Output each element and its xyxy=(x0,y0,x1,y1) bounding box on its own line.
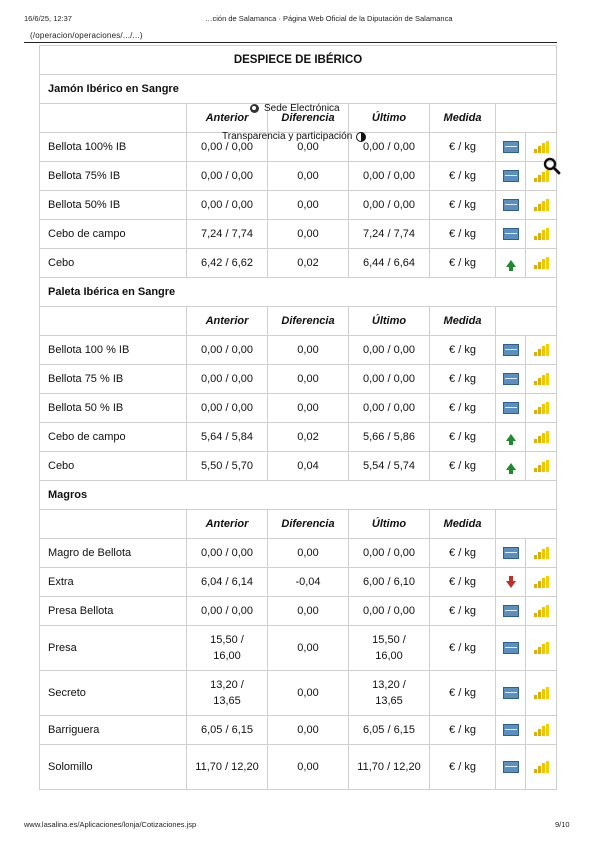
chart-bars-icon[interactable] xyxy=(534,576,549,588)
price-anterior: 0,00 / 0,00 xyxy=(187,539,268,568)
chart-bars-icon[interactable] xyxy=(534,257,549,269)
column-header-ultimo: Último xyxy=(349,510,430,539)
price-anterior: 6,05 / 6,15 xyxy=(187,716,268,745)
chart-bars-icon[interactable] xyxy=(534,431,549,443)
column-header-row xyxy=(40,307,557,336)
price-anterior: 5,64 / 5,84 xyxy=(187,423,268,452)
price-medida: € / kg xyxy=(430,220,496,249)
price-anterior: 13,20 / 13,65 xyxy=(187,671,268,716)
trend-cell xyxy=(496,452,526,481)
table-row xyxy=(40,539,557,568)
price-diferencia: 0,00 xyxy=(268,162,349,191)
trend-cell xyxy=(496,365,526,394)
price-anterior: 0,00 / 0,00 xyxy=(187,394,268,423)
price-diferencia: 0,00 xyxy=(268,191,349,220)
chart-bars-icon[interactable] xyxy=(534,402,549,414)
transparencia-label: Transparencia y participación xyxy=(222,131,353,142)
price-anterior: 7,24 / 7,74 xyxy=(187,220,268,249)
price-medida: € / kg xyxy=(430,336,496,365)
column-header-ultimo: Último xyxy=(349,307,430,336)
history-chart-cell[interactable] xyxy=(526,671,557,716)
trend-cell xyxy=(496,220,526,249)
price-ultimo: 15,50 / 16,00 xyxy=(349,626,430,671)
price-diferencia: -0,04 xyxy=(268,568,349,597)
product-name: Cebo xyxy=(40,249,187,278)
table-row xyxy=(40,745,557,790)
column-header-ultimo: Último xyxy=(349,104,430,133)
contrast-icon[interactable] xyxy=(356,132,366,142)
print-page-number: 9/10 xyxy=(555,820,570,829)
price-ultimo: 5,66 / 5,86 xyxy=(349,423,430,452)
price-ultimo: 5,54 / 5,74 xyxy=(349,452,430,481)
price-medida: € / kg xyxy=(430,671,496,716)
price-anterior: 0,00 / 0,00 xyxy=(187,133,268,162)
table-row xyxy=(40,626,557,671)
history-chart-cell[interactable] xyxy=(526,191,557,220)
price-ultimo: 0,00 / 0,00 xyxy=(349,133,430,162)
equal-trend-icon xyxy=(503,402,519,414)
price-diferencia: 0,02 xyxy=(268,423,349,452)
trend-cell xyxy=(496,597,526,626)
table-row xyxy=(40,336,557,365)
section-header: Paleta Ibérica en Sangre xyxy=(40,278,557,307)
price-diferencia: 0,00 xyxy=(268,394,349,423)
equal-trend-icon xyxy=(503,761,519,773)
table-row xyxy=(40,365,557,394)
trend-cell xyxy=(496,745,526,790)
price-anterior: 0,00 / 0,00 xyxy=(187,336,268,365)
trend-cell xyxy=(496,626,526,671)
table-row xyxy=(40,671,557,716)
equal-trend-icon xyxy=(503,547,519,559)
column-header-empty xyxy=(40,104,187,133)
price-diferencia: 0,00 xyxy=(268,716,349,745)
section-header: Jamón Ibérico en Sangre xyxy=(40,75,557,104)
trend-cell xyxy=(496,249,526,278)
equal-trend-icon xyxy=(503,170,519,182)
price-ultimo: 13,20 / 13,65 xyxy=(349,671,430,716)
column-header-row xyxy=(40,510,557,539)
price-medida: € / kg xyxy=(430,394,496,423)
table-row xyxy=(40,249,557,278)
trend-cell xyxy=(496,336,526,365)
trend-cell xyxy=(496,133,526,162)
product-name: Bellota 75 % IB xyxy=(40,365,187,394)
trend-cell xyxy=(496,191,526,220)
product-name: Presa xyxy=(40,626,187,671)
prices-table xyxy=(39,45,557,790)
sede-electronica-link[interactable] xyxy=(250,103,340,114)
price-diferencia: 0,00 xyxy=(268,336,349,365)
price-anterior: 5,50 / 5,70 xyxy=(187,452,268,481)
header-divider xyxy=(24,42,557,43)
product-name: Barriguera xyxy=(40,716,187,745)
product-name: Bellota 50% IB xyxy=(40,191,187,220)
history-chart-cell[interactable] xyxy=(526,336,557,365)
print-datetime: 16/6/25, 12:37 xyxy=(24,14,72,23)
price-medida: € / kg xyxy=(430,452,496,481)
transparencia-link[interactable] xyxy=(222,131,366,142)
table-title: DESPIECE DE IBÉRICO xyxy=(40,46,557,75)
column-header-empty xyxy=(40,510,187,539)
price-ultimo: 0,00 / 0,00 xyxy=(349,162,430,191)
price-ultimo: 0,00 / 0,00 xyxy=(349,394,430,423)
history-chart-cell[interactable] xyxy=(526,745,557,790)
table-row xyxy=(40,191,557,220)
history-chart-cell[interactable] xyxy=(526,220,557,249)
search-button[interactable] xyxy=(543,157,561,175)
table-row xyxy=(40,452,557,481)
price-ultimo: 0,00 / 0,00 xyxy=(349,191,430,220)
table-row xyxy=(40,716,557,745)
equal-trend-icon xyxy=(503,724,519,736)
arrow-up-icon xyxy=(506,260,516,267)
equal-trend-icon xyxy=(503,344,519,356)
column-header-diferencia: Diferencia xyxy=(268,510,349,539)
chart-bars-icon[interactable] xyxy=(534,344,549,356)
chart-bars-icon[interactable] xyxy=(534,642,549,654)
price-diferencia: 0,00 xyxy=(268,626,349,671)
history-chart-cell[interactable] xyxy=(526,716,557,745)
section-header: Magros xyxy=(40,481,557,510)
history-chart-cell[interactable] xyxy=(526,539,557,568)
column-header-empty xyxy=(40,307,187,336)
equal-trend-icon xyxy=(503,141,519,153)
price-diferencia: 0,02 xyxy=(268,249,349,278)
price-ultimo: 7,24 / 7,74 xyxy=(349,220,430,249)
price-medida: € / kg xyxy=(430,597,496,626)
column-header-icons xyxy=(496,510,557,539)
price-medida: € / kg xyxy=(430,745,496,790)
product-name: Bellota 50 % IB xyxy=(40,394,187,423)
column-header-anterior: Anterior xyxy=(187,307,268,336)
arrow-up-icon xyxy=(506,434,516,441)
price-medida: € / kg xyxy=(430,162,496,191)
price-diferencia: 0,00 xyxy=(268,133,349,162)
price-medida: € / kg xyxy=(430,249,496,278)
arrow-down-icon xyxy=(506,581,516,588)
price-diferencia: 0,00 xyxy=(268,671,349,716)
table-row xyxy=(40,597,557,626)
price-ultimo: 6,00 / 6,10 xyxy=(349,568,430,597)
price-medida: € / kg xyxy=(430,423,496,452)
price-medida: € / kg xyxy=(430,716,496,745)
price-medida: € / kg xyxy=(430,133,496,162)
trend-cell xyxy=(496,539,526,568)
trend-cell xyxy=(496,394,526,423)
trend-cell xyxy=(496,671,526,716)
table-row xyxy=(40,423,557,452)
chart-bars-icon[interactable] xyxy=(534,724,549,736)
product-name: Bellota 100% IB xyxy=(40,133,187,162)
column-header-medida: Medida xyxy=(430,510,496,539)
chart-bars-icon[interactable] xyxy=(534,199,549,211)
equal-trend-icon xyxy=(503,199,519,211)
product-name: Bellota 100 % IB xyxy=(40,336,187,365)
chart-bars-icon[interactable] xyxy=(534,687,549,699)
price-medida: € / kg xyxy=(430,365,496,394)
equal-trend-icon xyxy=(503,228,519,240)
table-row xyxy=(40,394,557,423)
price-medida: € / kg xyxy=(430,191,496,220)
price-diferencia: 0,00 xyxy=(268,539,349,568)
history-chart-cell[interactable] xyxy=(526,597,557,626)
price-anterior: 6,04 / 6,14 xyxy=(187,568,268,597)
chart-bars-icon[interactable] xyxy=(534,141,549,153)
price-diferencia: 0,00 xyxy=(268,220,349,249)
price-ultimo: 6,05 / 6,15 xyxy=(349,716,430,745)
price-medida: € / kg xyxy=(430,539,496,568)
column-header-icons xyxy=(496,104,557,133)
history-chart-cell[interactable] xyxy=(526,365,557,394)
history-chart-cell[interactable] xyxy=(526,626,557,671)
price-anterior: 0,00 / 0,00 xyxy=(187,365,268,394)
column-header-medida: Medida xyxy=(430,104,496,133)
price-anterior: 15,50 / 16,00 xyxy=(187,626,268,671)
history-chart-cell[interactable] xyxy=(526,423,557,452)
column-header-icons xyxy=(496,307,557,336)
arrow-up-icon xyxy=(506,463,516,470)
equal-trend-icon xyxy=(503,605,519,617)
price-ultimo: 0,00 / 0,00 xyxy=(349,597,430,626)
price-anterior: 0,00 / 0,00 xyxy=(187,597,268,626)
price-diferencia: 0,00 xyxy=(268,745,349,790)
column-header-medida: Medida xyxy=(430,307,496,336)
price-anterior: 11,70 / 12,20 xyxy=(187,745,268,790)
breadcrumb[interactable]: (/operacion/operaciones/.../...) xyxy=(30,31,143,40)
price-diferencia: 0,00 xyxy=(268,365,349,394)
history-chart-cell[interactable] xyxy=(526,452,557,481)
table-row xyxy=(40,162,557,191)
product-name: Cebo de campo xyxy=(40,220,187,249)
column-header-anterior: Anterior xyxy=(187,510,268,539)
product-name: Secreto xyxy=(40,671,187,716)
search-icon xyxy=(543,157,561,175)
equal-trend-icon xyxy=(503,642,519,654)
trend-cell xyxy=(496,568,526,597)
price-diferencia: 0,04 xyxy=(268,452,349,481)
print-page-title: …ción de Salamanca · Página Web Oficial de la Diputación de Salamanca xyxy=(205,14,453,23)
price-anterior: 0,00 / 0,00 xyxy=(187,162,268,191)
chart-bars-icon[interactable] xyxy=(534,547,549,559)
chart-bars-icon[interactable] xyxy=(534,373,549,385)
product-name: Cebo xyxy=(40,452,187,481)
price-ultimo: 11,70 / 12,20 xyxy=(349,745,430,790)
sede-electronica-label: Sede Electrónica xyxy=(264,103,340,114)
equal-trend-icon xyxy=(503,687,519,699)
column-header-anterior: Anterior xyxy=(187,104,268,133)
product-name: Cebo de campo xyxy=(40,423,187,452)
trend-cell xyxy=(496,716,526,745)
table-row xyxy=(40,568,557,597)
price-ultimo: 0,00 / 0,00 xyxy=(349,539,430,568)
product-name: Solomillo xyxy=(40,745,187,790)
chart-bars-icon[interactable] xyxy=(534,228,549,240)
trend-cell xyxy=(496,423,526,452)
product-name: Bellota 75% IB xyxy=(40,162,187,191)
trend-cell xyxy=(496,162,526,191)
history-chart-cell[interactable] xyxy=(526,394,557,423)
product-name: Extra xyxy=(40,568,187,597)
price-ultimo: 0,00 / 0,00 xyxy=(349,365,430,394)
globe-icon xyxy=(250,104,259,113)
price-ultimo: 0,00 / 0,00 xyxy=(349,336,430,365)
chart-bars-icon[interactable] xyxy=(534,605,549,617)
table-row xyxy=(40,220,557,249)
history-chart-cell[interactable] xyxy=(526,249,557,278)
price-medida: € / kg xyxy=(430,626,496,671)
product-name: Presa Bellota xyxy=(40,597,187,626)
column-header-diferencia: Diferencia xyxy=(268,104,349,133)
chart-bars-icon[interactable] xyxy=(534,761,549,773)
price-anterior: 6,42 / 6,62 xyxy=(187,249,268,278)
price-medida: € / kg xyxy=(430,568,496,597)
history-chart-cell[interactable] xyxy=(526,568,557,597)
product-name: Magro de Bellota xyxy=(40,539,187,568)
print-url: www.lasalina.es/Aplicaciones/lonja/Cotizaciones.jsp xyxy=(24,820,197,829)
price-diferencia: 0,00 xyxy=(268,597,349,626)
column-header-diferencia: Diferencia xyxy=(268,307,349,336)
equal-trend-icon xyxy=(503,373,519,385)
price-anterior: 0,00 / 0,00 xyxy=(187,191,268,220)
price-ultimo: 6,44 / 6,64 xyxy=(349,249,430,278)
chart-bars-icon[interactable] xyxy=(534,460,549,472)
